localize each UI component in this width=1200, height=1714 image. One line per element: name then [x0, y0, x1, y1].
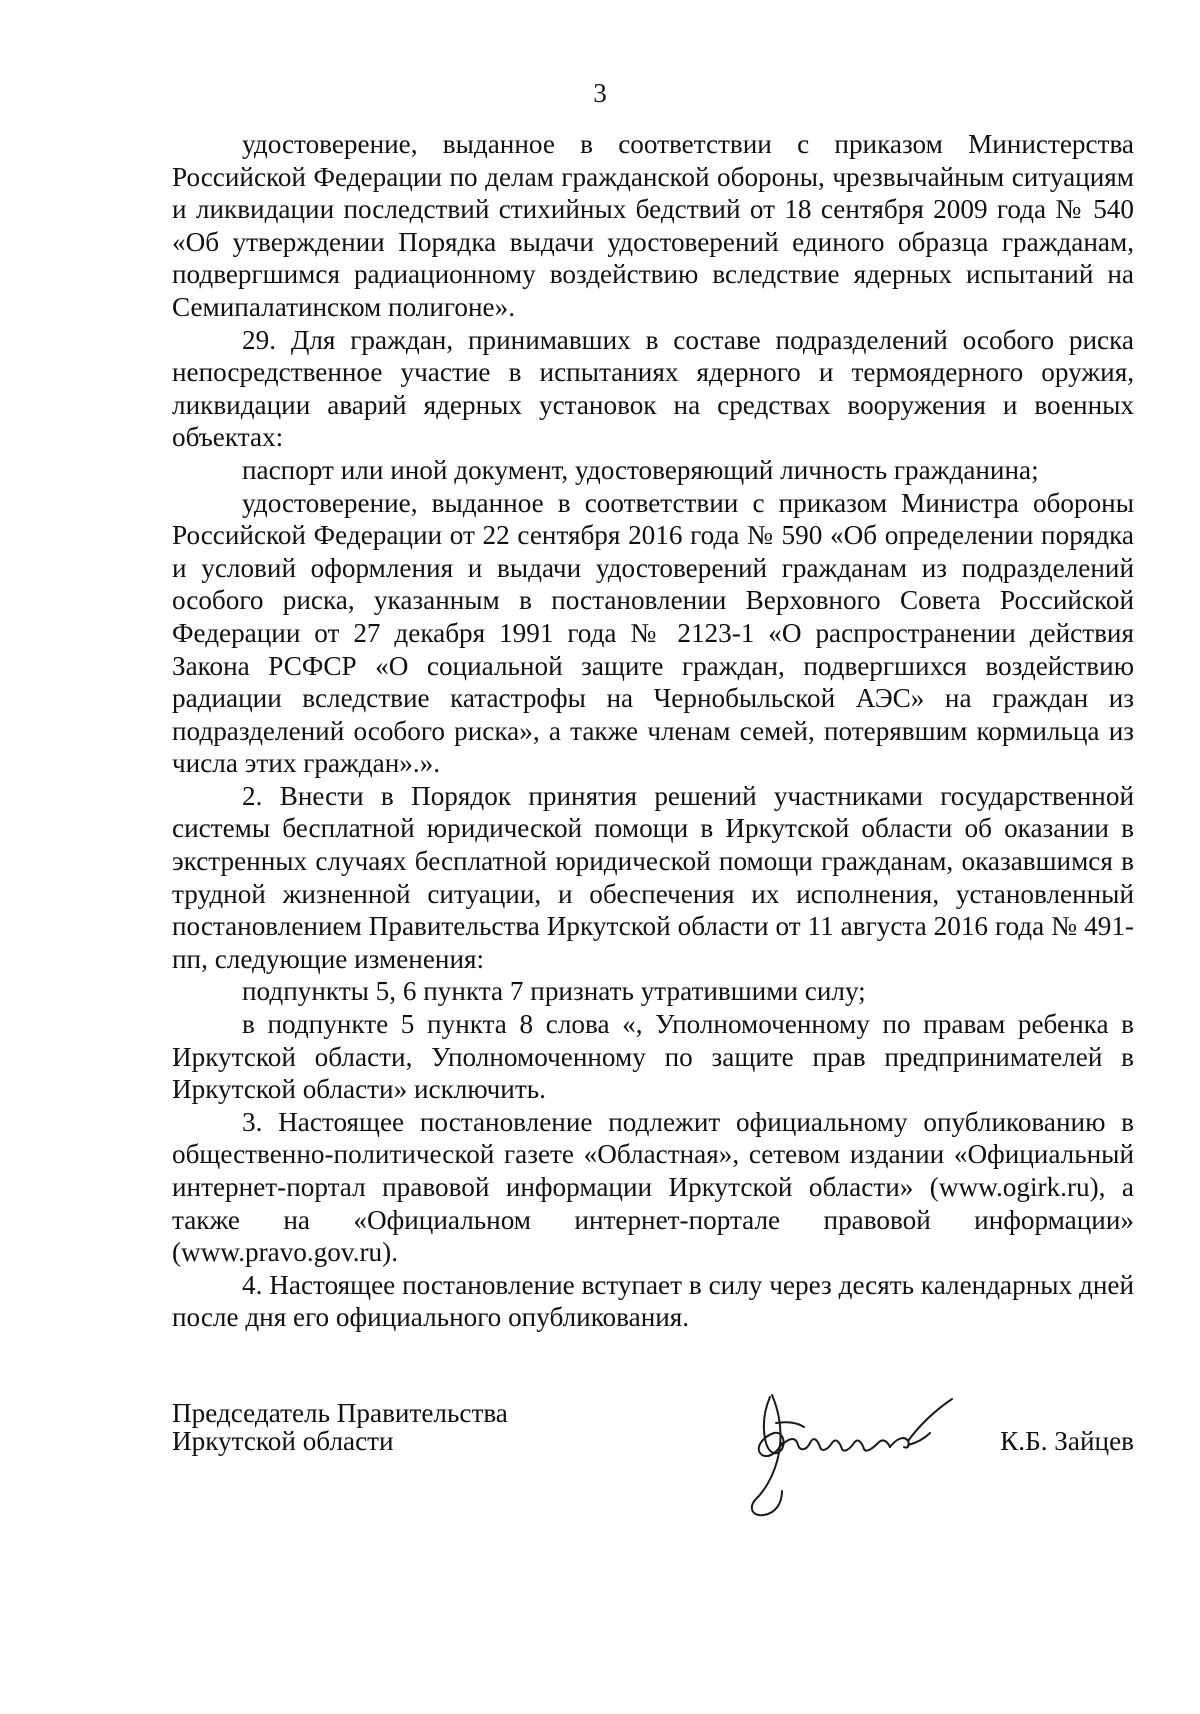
paragraph-subitem-5-exclude: в подпункте 5 пункта 8 слова «, Уполномоченному по правам ребенка в Иркутской области, Уполномоченному по защите прав предпринимателей в Иркутской области» исключить.	[172, 1009, 1134, 1105]
paragraph-certificate-defense: удостоверение, выданное в соответствии с приказом Министра обороны Российской Федерации от 22 сентября 2016 года № 590 «Об определении порядка и условий оформления и выдачи удостоверений гражданам из подразделений особого риска, указанным в постановлении Верховного Совета Российской Федерации от 27 декабря 1991 года № 2123-1 «О распространении действия Закона РСФСР «О социальной защите граждан, подвергшихся воздействию радиации вследствие катастрофы на Чернобыльской АЭС» на граждан из подразделений особого риска», а также членам семей, потерявшим кормильца из числа этих граждан».».	[172, 487, 1134, 779]
paragraph-passport: паспорт или иной документ, удостоверяющий личность гражданина;	[242, 454, 1039, 485]
paragraph-item-4-effective: 4. Настоящее постановление вступает в силу через десять календарных дней после дня его официального опубликования.	[172, 1269, 1134, 1333]
signatory-title	[172, 1399, 508, 1455]
handwritten-signature	[712, 1387, 972, 1527]
page-number: 3	[593, 78, 607, 108]
paragraph-item-2: 2. Внести в Порядок принятия решений участниками государственной системы бесплатной юридической помощи в Иркутской области об оказании в экстренных случаях бесплатной юридической помощи гражданам, оказавшимся в трудной жизненной ситуации, и обеспечения их исполнения, установленный постановлением Правительства Иркутской области от 11 августа 2016 года № 491-пп, следующие изменения:	[172, 780, 1134, 974]
document-body	[172, 128, 1134, 1334]
paragraph-certificate-mchs: удостоверение, выданное в соответствии с приказом Министерства Российской Федерации по делам гражданской обороны, чрезвычайным ситуациям и ликвидации последствий стихийных бедствий от 18 сентября 2009 года № 540 «Об утверждении Порядка выдачи удостоверений единого образца гражданам, подвергшимся радиационному воздействию вследствие ядерных испытаний на Семипалатинском полигоне».	[172, 129, 1134, 322]
paragraph-item-29: 29. Для граждан, принимавших в составе подразделений особого риска непосредственное участие в испытаниях ядерного и термоядерного оружия, ликвидации аварий ядерных установок на средствах вооружения и военных объектах:	[172, 324, 1134, 453]
signatory-title-line1: Председатель Правительства	[172, 1398, 508, 1428]
paragraph-subitems-repeal: подпункты 5, 6 пункта 7 признать утратившими силу;	[242, 976, 866, 1007]
signatory-title-line2: Иркутской области	[172, 1426, 394, 1456]
paragraph-item-3-publication: 3. Настоящее постановление подлежит официальному опубликованию в общественно-политической газете «Областная», сетевом издании «Официальный интернет-портал правовой информации Иркутской области» (www.ogirk.ru), а также на «Официальном интернет-портале правовой информации» (www.pravo.gov.ru).	[172, 1106, 1134, 1268]
signatory-name: К.Б. Зайцев	[1000, 1426, 1134, 1456]
signature-block	[172, 1399, 1134, 1549]
